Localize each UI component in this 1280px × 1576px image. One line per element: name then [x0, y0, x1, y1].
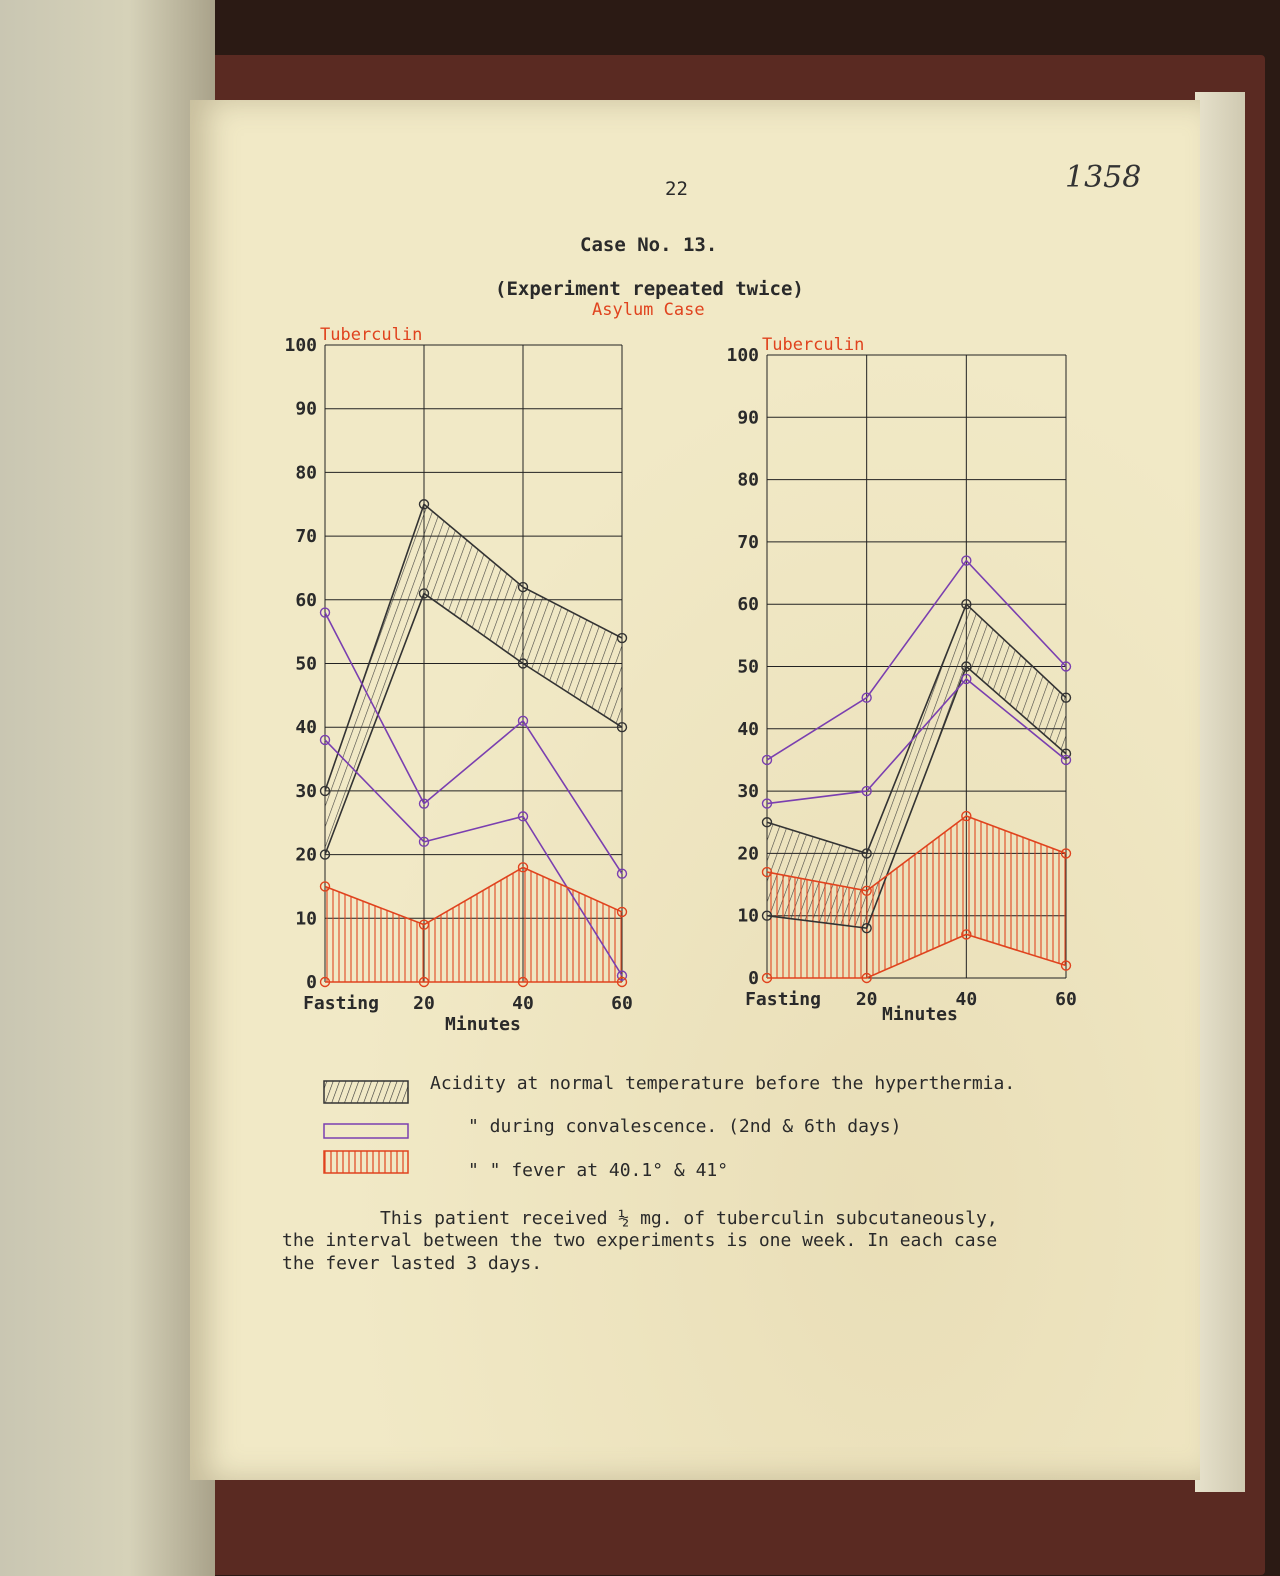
chart2-y-tick-label: 70: [737, 531, 759, 553]
chart2-x-tick-label: 20: [855, 989, 878, 1010]
chart2-y-tick-label: 0: [748, 968, 759, 989]
chart2-y-tick-label: 60: [737, 594, 759, 616]
chart1-x-tick-label: 20: [413, 993, 435, 1014]
chart2-y-tick-label: 80: [737, 469, 759, 491]
chart2-y-tick-label: 50: [737, 656, 759, 678]
footnote-line-2: the interval between the two experiments is one week. In each case: [282, 1230, 998, 1251]
chart2-annotation: Tuberculin: [762, 335, 865, 355]
chart1-y-tick-label: 60: [295, 589, 317, 611]
chart2-y-tick-label: 30: [737, 781, 759, 803]
chart1-x-axis-label: Minutes: [445, 1014, 521, 1035]
chart1-y-tick-label: 80: [295, 462, 317, 484]
chart1-y-tick-label: 70: [295, 526, 317, 548]
page-title: Case No. 13.: [580, 234, 718, 256]
chart1-y-tick-label: 100: [284, 335, 317, 356]
chart1-annotation: Tuberculin: [320, 325, 423, 345]
chart2-x-tick-label: Fasting: [745, 989, 821, 1010]
chart1-y-tick-label: 20: [295, 844, 317, 866]
chart2-y-tick-label: 40: [737, 718, 759, 740]
chart1-band-fever: [325, 867, 622, 982]
chart1-y-tick-label: 10: [295, 908, 317, 930]
legend-label-normal: Acidity at normal temperature before the hyperthermia.: [430, 1073, 1016, 1094]
chart1-x-tick-label: Fasting: [303, 993, 379, 1014]
chart1-y-tick-label: 90: [295, 398, 317, 420]
page-number: 22: [665, 178, 688, 200]
legend-swatch-convalescence: [324, 1124, 408, 1138]
chart1-band-normal: [325, 504, 622, 854]
chart1-x-tick-label: 40: [512, 993, 534, 1014]
chart1-y-tick-label: 50: [295, 653, 317, 675]
chart1-y-tick-label: 40: [295, 717, 317, 739]
legend-swatch-fever: [324, 1151, 408, 1173]
chart2-y-tick-label: 90: [737, 407, 759, 429]
chart1-y-tick-label: 0: [306, 972, 317, 993]
handwritten-annotation: 1358: [1065, 160, 1142, 195]
case-type-label: Asylum Case: [592, 300, 705, 320]
page-subtitle: (Experiment repeated twice): [495, 278, 804, 300]
legend-swatch-normal: [324, 1081, 408, 1103]
chart1-x-tick-label: 60: [611, 993, 633, 1014]
chart2-y-tick-label: 20: [737, 843, 759, 865]
legend-label-fever: " " fever at 40.1° & 41°: [468, 1160, 729, 1181]
footnote-line-1: This patient received ½ mg. of tuberculin subcutaneously,: [380, 1208, 998, 1229]
chart2-x-tick-label: 60: [1055, 989, 1077, 1010]
chart2-x-tick-label: 40: [955, 989, 978, 1010]
chart2-y-tick-label: 100: [726, 345, 759, 366]
chart1-y-tick-label: 30: [295, 780, 317, 802]
chart2-y-tick-label: 10: [737, 905, 759, 927]
legend-swatches: [322, 1076, 412, 1176]
legend-label-convalescence: " during convalescence. (2nd & 6th days): [468, 1116, 902, 1137]
chart2-x-axis-label: Minutes: [882, 1004, 958, 1025]
footnote-line-3: the fever lasted 3 days.: [282, 1253, 543, 1274]
